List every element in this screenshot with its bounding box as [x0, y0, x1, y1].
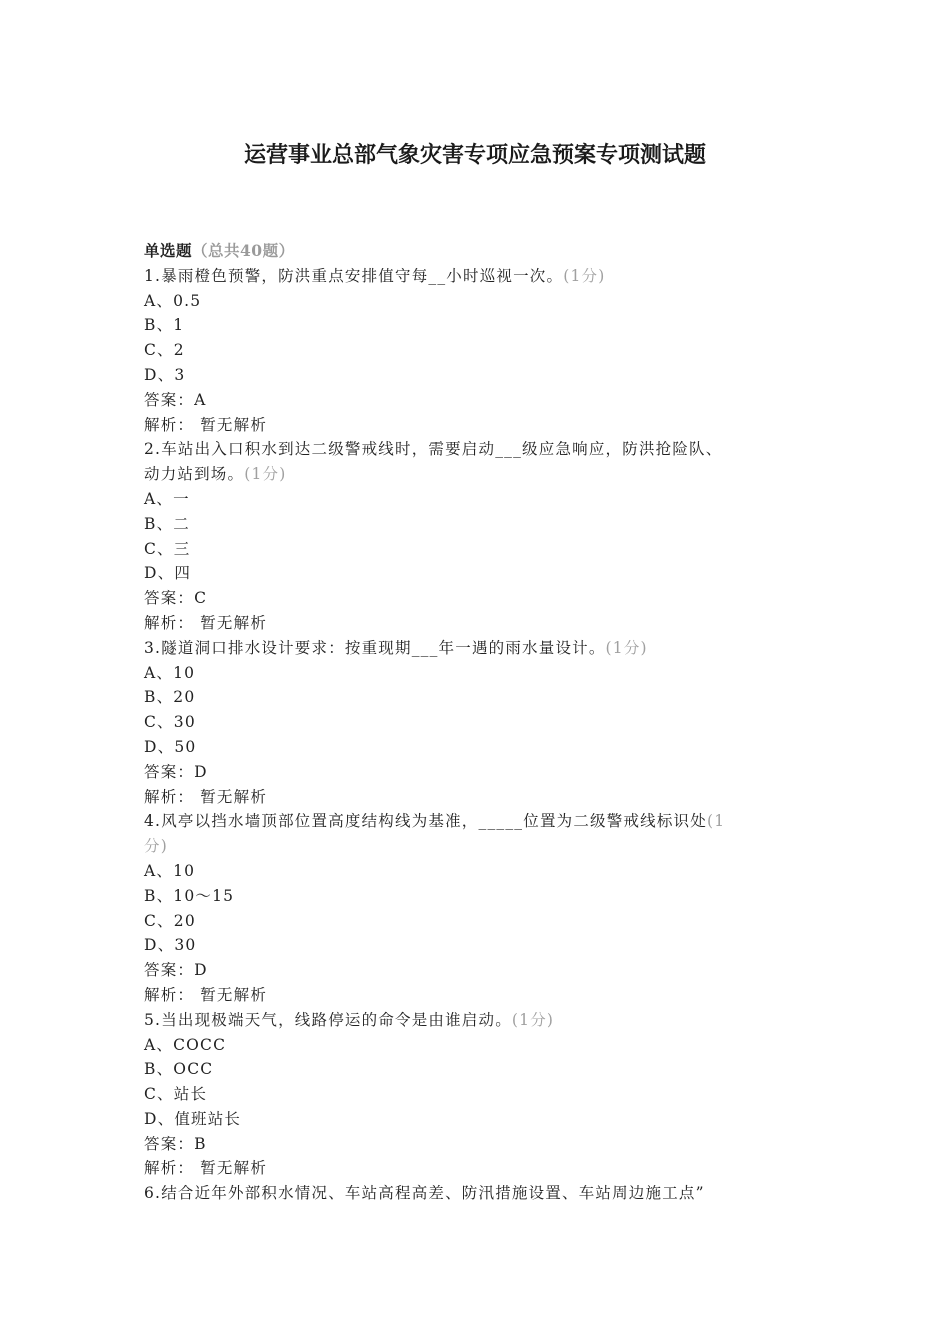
- analysis: 解析： 暂无解析: [144, 1159, 268, 1178]
- option: C、20: [144, 911, 196, 930]
- question-score: (1分): [605, 638, 648, 657]
- option: B、20: [144, 688, 196, 707]
- question-text: 4.风亭以挡水墙顶部位置高度结构线为基准，_____位置为二级警戒线标识处: [144, 812, 707, 831]
- answer: 答案：D: [144, 961, 208, 980]
- question-score: (1分): [511, 1010, 555, 1029]
- answer: 答案：C: [144, 589, 208, 608]
- analysis: 解析： 暂无解析: [144, 613, 268, 632]
- question-stem: [144, 264, 814, 289]
- option: D、3: [144, 365, 186, 384]
- analysis: 解析： 暂无解析: [144, 415, 268, 434]
- option: A、0.5: [144, 291, 202, 310]
- question-text: 5.当出现极端天气，线路停运的命令是由谁启动。: [144, 1010, 512, 1029]
- option: A、10: [144, 663, 196, 682]
- option: C、站长: [144, 1085, 208, 1104]
- question-score: (1分): [244, 465, 287, 484]
- option: D、四: [144, 564, 192, 583]
- question-stem: 2.车站出入口积水到达二级警戒线时，需要启动___级应急响应，防洪抢险队、: [144, 440, 723, 459]
- option: A、COCC: [144, 1035, 227, 1054]
- question-text: 动力站到场。: [144, 465, 245, 484]
- option: D、30: [144, 936, 197, 955]
- section-heading: [144, 239, 814, 264]
- section-label: 单选题: [144, 241, 193, 260]
- question-stem: [144, 1008, 814, 1033]
- question-stem: [144, 636, 814, 661]
- option: A、一: [144, 489, 190, 508]
- option: B、1: [144, 316, 185, 335]
- question-stem: [144, 809, 814, 834]
- answer: 答案：D: [144, 762, 208, 781]
- question-score: (1: [706, 812, 726, 831]
- question-score-continued: 分): [144, 837, 168, 856]
- question-list: [144, 239, 814, 1206]
- answer: 答案：A: [144, 390, 207, 409]
- option: B、10～15: [144, 886, 235, 905]
- answer: 答案：B: [144, 1134, 207, 1153]
- analysis: 解析： 暂无解析: [144, 985, 268, 1004]
- section-count: （总共40题）: [192, 241, 295, 260]
- option: D、50: [144, 737, 197, 756]
- option: B、OCC: [144, 1060, 214, 1079]
- option: C、2: [144, 341, 185, 360]
- question-stem: 6.结合近年外部积水情况、车站高程高差、防汛措施设置、车站周边施工点”: [144, 1184, 705, 1203]
- question-text: 1.暴雨橙色预警，防洪重点安排值守每__小时巡视一次。: [144, 266, 564, 285]
- question-text: 3.隧道洞口排水设计要求：按重现期___年一遇的雨水量设计。: [144, 638, 606, 657]
- question-stem-continued: [144, 462, 814, 487]
- question-score: (1分): [563, 266, 606, 285]
- option: C、30: [144, 713, 196, 732]
- page-title: 运营事业总部气象灾害专项应急预案专项测试题: [243, 142, 706, 168]
- option: A、10: [144, 861, 196, 880]
- option: D、值班站长: [144, 1109, 242, 1128]
- option: C、三: [144, 539, 191, 558]
- option: B、二: [144, 514, 190, 533]
- analysis: 解析： 暂无解析: [144, 787, 268, 806]
